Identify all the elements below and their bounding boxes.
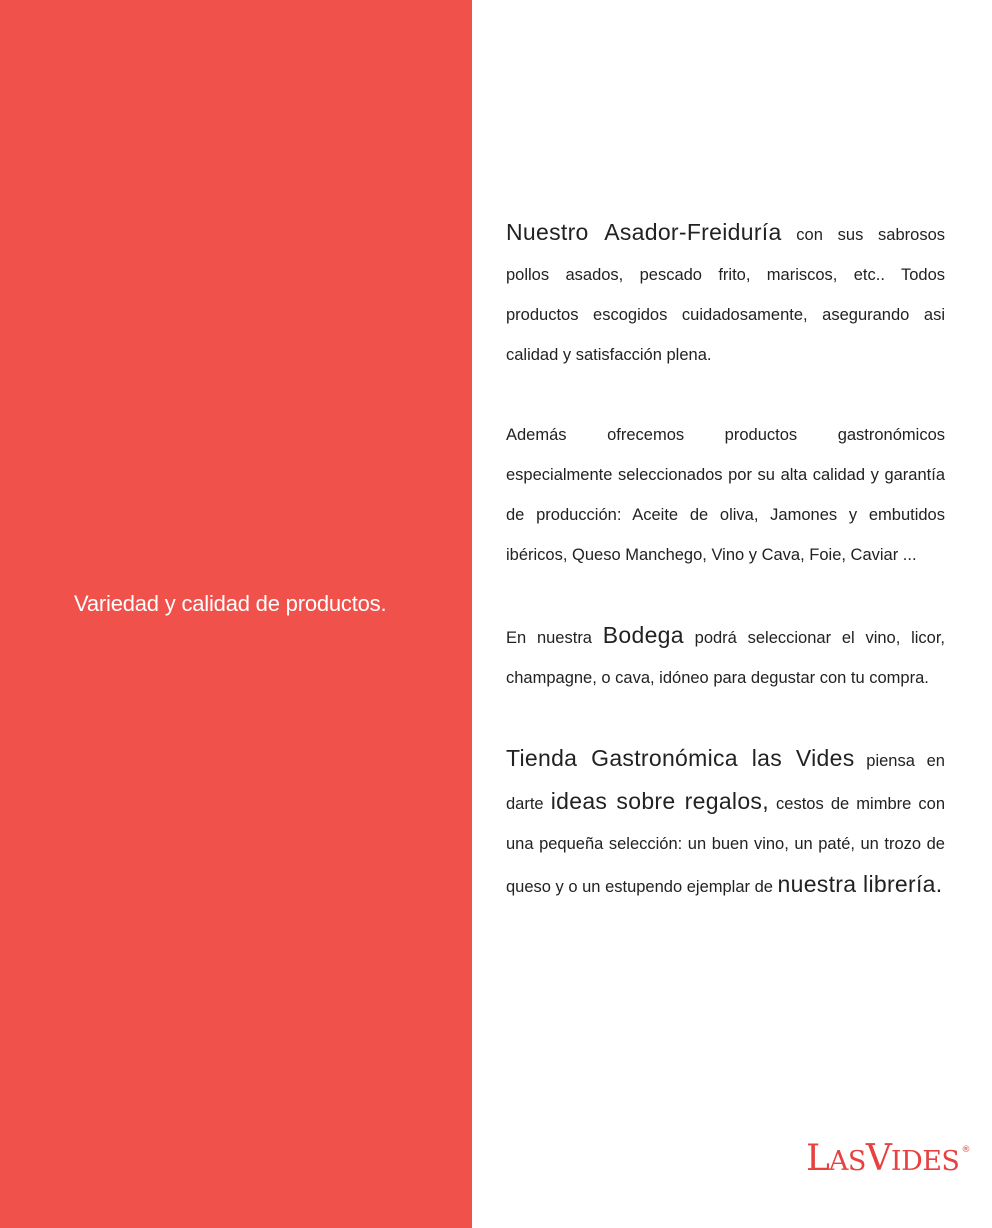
- las-vides-logo: [806, 1128, 969, 1184]
- paragraph-bodega: [506, 615, 945, 698]
- libreria-heading: nuestra librería.: [777, 871, 943, 897]
- paragraph-productos: [506, 415, 945, 575]
- registered-mark: ®: [961, 1145, 970, 1155]
- productos-text: Además ofrecemos productos gastronómicos especialmente seleccionados por su alta calidad y garantía de producción: Aceite de oliva, Jamones y embutidos ibéricos, Queso Manchego, Vino y Cava, Foie, Caviar ...: [506, 426, 945, 564]
- paragraph-tienda: [506, 738, 945, 907]
- bodega-text-after: podrá seleccionar el vino, licor, champagne, o cava, idóneo para degustar con tu compra.: [506, 629, 946, 687]
- logo-v: V: [865, 1138, 891, 1179]
- content-column: [506, 212, 945, 907]
- tienda-heading: Tienda Gastronómica las Vides: [506, 745, 855, 771]
- logo-as: AS: [828, 1146, 866, 1177]
- left-panel: [0, 0, 472, 1228]
- logo-ides: IDES: [890, 1146, 960, 1177]
- logo-l: L: [806, 1138, 829, 1179]
- bodega-heading: Bodega: [602, 622, 684, 648]
- asador-text: con sus sabrosos pollos asados, pescado frito, mariscos, etc.. Todos productos escogidos cuidadosamente, asegurando asi calidad y satisfacción plena.: [506, 226, 946, 364]
- tagline: Variedad y calidad de productos.: [74, 591, 387, 616]
- bodega-text-before: En nuestra: [506, 629, 603, 647]
- tienda-text-2: cestos de mimbre con una pequeña selección: un buen vino, un paté, un trozo de queso y o un estupendo ejemplar de: [506, 795, 946, 896]
- tienda-text-1: piensa en darte: [506, 752, 945, 813]
- asador-heading: Nuestro Asador-Freiduría: [506, 219, 782, 245]
- regalos-heading: ideas sobre regalos,: [550, 788, 769, 814]
- paragraph-asador: [506, 212, 945, 375]
